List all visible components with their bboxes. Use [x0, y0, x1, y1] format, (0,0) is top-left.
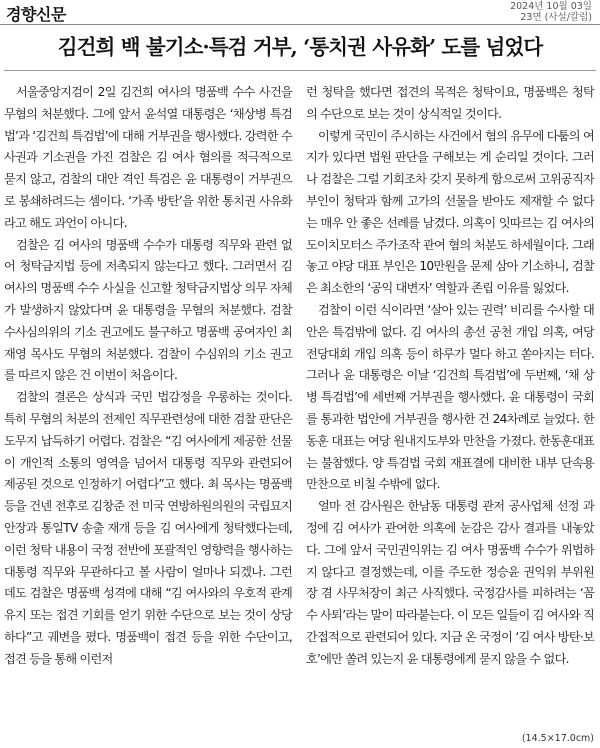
- paragraph: 얼마 전 감사원은 한남동 대통령 관저 공사업체 선정 과정에 김 여사가 관여한 의혹에 눈감은 감사 결과를 내놓았다. 그에 앞서 국민권익위는 김 여사 명품백 수수가 위법하지 않다고 결정했는데, 이를 주도한 정승윤 권익위 부위원장 겸 사무처장이 최근 사직했다. 국정감사를 피하려는 ‘꼼수 사퇴’라는 말이 따라붙는다. 이 모든 일들이 김 여사와 직간접적으로 관련되어 있다. 지금 온 국정이 ‘김 여사 방탄·보호’에만 쏠려 있는지 윤 대통령에게 묻지 않을 수 없다.: [306, 499, 594, 666]
- paragraph: 검찰이 이런 식이라면 ‘살아 있는 권력’ 비리를 수사할 대안은 특검밖에 없다. 김 여사의 총선 공천 개입 의혹, 여당 전당대회 개입 의혹 등이 하루가 멀다 하고 쏟아지는 터다. 그러나 윤 대통령은 이날 ‘김건희 특검법’에 두번째, ‘채 상병 특검법’에 세번째 거부권을 행사했다. 윤 대통령이 국회를 통과한 법안에 거부권을 행사한 건 24차례로 늘었다. 한동훈 대표는 여당 원내지도부와 만찬을 가졌다. 한동훈대표는 불참했다. 양 특검법 국회 재표결에 대비한 내부 단속용 만찬으로 비칠 수밖에 없다.: [306, 302, 594, 492]
- article-column-left: [4, 82, 292, 671]
- dateline: [510, 1, 592, 23]
- masthead-divider: [0, 24, 600, 25]
- masthead: [0, 0, 600, 24]
- article-size-note: (14.5×17.0cm): [521, 733, 594, 744]
- page-section: 23면 (사설/칼럼): [520, 12, 592, 23]
- paragraph: 서울중앙지검이 2일 김건희 여사의 명품백 수수 사건을 무혐의 처분했다. 그에 앞서 윤석열 대통령은 ‘채상병 특검법’과 ‘김건희 특검법’에 대해 거부권을 행사했다. 강력한 수사권과 기소권을 가진 검찰은 김 여사 혐의를 적극적으로 묻지 않고, 검찰의 대안 격인 특검은 윤 대통령이 거부권으로 봉쇄하려드는 셈이다. ‘가족 방탄’을 위한 통치권 사유화라고 해도 과언이 아니다.: [4, 85, 292, 230]
- article-column-right: [306, 82, 594, 671]
- publish-date: 2024년 10월 03일: [510, 1, 592, 12]
- paragraph-continuation: 런 청탁을 했다면 접견의 목적은 청탁이요, 명품백은 청탁의 수단으로 보는 것이 상식적일 것이다.: [306, 85, 594, 121]
- paragraph: 검찰의 결론은 상식과 국민 법감정을 우롱하는 것이다. 특히 무혐의 처분의 전제인 직무관련성에 대한 검찰 판단은 도무지 납득하기 어렵다. 검찰은 “김 여사에게 제공한 선물이 개인적 소통의 영역을 넘어서 대통령 직무와 관련되어 제공된 것으로 인정하기 어렵다”고 했다. 최 목사는 명품백 등을 건넨 전후로 김창준 전 미국 연방하원의원의 국립묘지 안장과 통일TV 송출 재개 등을 김 여사에게 청탁했다는데, 이런 청탁 내용이 국정 전반에 포괄적인 영향력을 행사하는 대통령 직무와 무관하다고 볼 사람이 얼마나 되겠나. 그런데도 검찰은 명품백 성격에 대해 “김 여사와의 우호적 관계 유지 또는 접견 기회를 얻기 위한 수단으로 보는 것이 상당하다”고 궤변을 폈다. 명품백이 접견 등을 위한 수단이고, 접견 등을 통해 이런저: [4, 390, 292, 666]
- headline-divider: [4, 70, 596, 71]
- article-headline: 김건희 백 불기소·특검 거부, ‘통치권 사유화’ 도를 넘었다: [57, 35, 543, 59]
- newspaper-name: 경향신문: [6, 5, 66, 24]
- paragraph: 검찰은 김 여사의 명품백 수수가 대통령 직무와 관련 없어 청탁금지법 등에 저촉되지 않는다고 했다. 그러면서 김 여사의 명품백 수수 사실을 신고할 청탁금지법상 의무 자체가 발생하지 않았다며 윤 대통령을 무혐의 처분했다. 검찰수사심의위의 기소 권고에도 불구하고 명품백 공여자인 최재영 목사도 무혐의 처분했다. 검찰이 수심위의 기소 권고를 따르지 않은 건 이번이 처음이다.: [4, 237, 292, 383]
- paragraph: 이렇게 국민이 주시하는 사건에서 혐의 유무에 다툼의 여지가 있다면 법원 판단을 구해보는 게 순리일 것이다. 그러나 검찰은 그럴 기회조차 갖지 못하게 함으로써 고위공직자 부인이 청탁과 함께 고가의 선물을 받아도 제재할 수 없다는 매우 안 좋은 선례를 남겼다. 의혹이 잇따르는 김 여사의 도이치모터스 주가조작 관여 혐의 처분도 하세월이다. 그래놓고 야당 대표 부인은 10만원을 문제 삼아 기소하니, 검찰은 최소한의 ‘공익 대변자’ 역할과 존립 이유를 잃었다.: [306, 128, 594, 296]
